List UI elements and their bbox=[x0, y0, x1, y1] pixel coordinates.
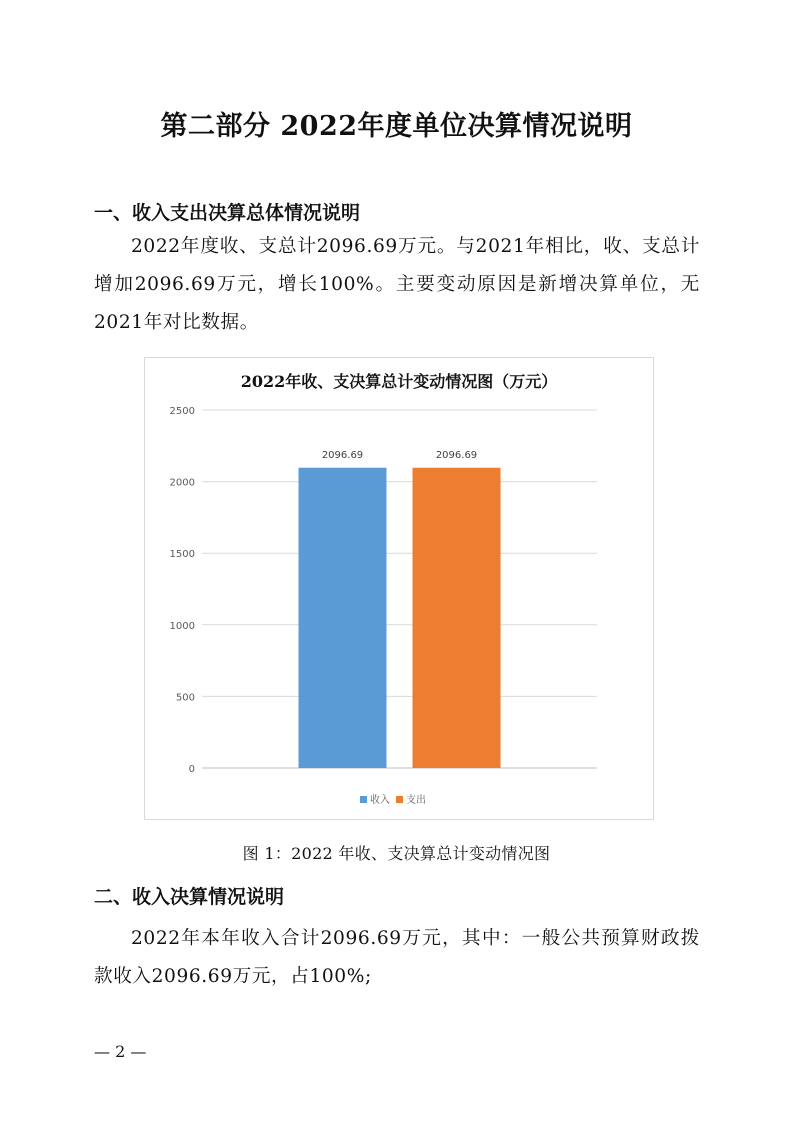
data-label: 2096.69 bbox=[321, 449, 364, 461]
y-tick-label: 2000 bbox=[169, 477, 195, 489]
chart-title: 2022年收、支决算总计变动情况图（万元） bbox=[240, 372, 558, 391]
figure-caption: 图 1：2022 年收、支决算总计变动情况图 bbox=[242, 844, 551, 863]
legend-label: 收入 bbox=[370, 795, 390, 806]
legend-label: 支出 bbox=[406, 795, 426, 806]
page-title: 第二部分 2022年度单位决算情况说明 bbox=[160, 111, 633, 142]
paragraph-income-expenditure-overview: 2022年度收、支总计2096.69万元。与2021年相比，收、支总计增加2096.69万元，增长100%。主要变动原因是新增决算单位，无2021年对比数据。 bbox=[94, 236, 700, 333]
y-tick-label: 500 bbox=[175, 692, 195, 704]
y-tick-label: 2500 bbox=[169, 406, 195, 417]
data-label: 2096.69 bbox=[435, 449, 478, 461]
y-tick-label: 1500 bbox=[169, 549, 195, 561]
bar-expenditure bbox=[413, 468, 501, 768]
legend-swatch bbox=[360, 796, 367, 803]
paragraph-income-details: 2022年本年收入合计2096.69万元，其中：一般公共预算财政拨款收入2096.69万元，占100%; bbox=[94, 928, 700, 987]
chart-svg bbox=[145, 358, 653, 819]
y-tick-label: 0 bbox=[188, 764, 195, 775]
bar-income bbox=[299, 468, 387, 768]
section-heading-income-expenditure-overview: 一、收入支出决算总体情况说明 bbox=[94, 202, 361, 224]
y-tick-label: 1000 bbox=[169, 620, 195, 632]
section-heading-income-details: 二、收入决算情况说明 bbox=[94, 886, 285, 908]
income-expenditure-chart bbox=[144, 357, 654, 820]
page-number: — 2 — bbox=[94, 1042, 147, 1061]
legend-swatch bbox=[396, 796, 403, 803]
